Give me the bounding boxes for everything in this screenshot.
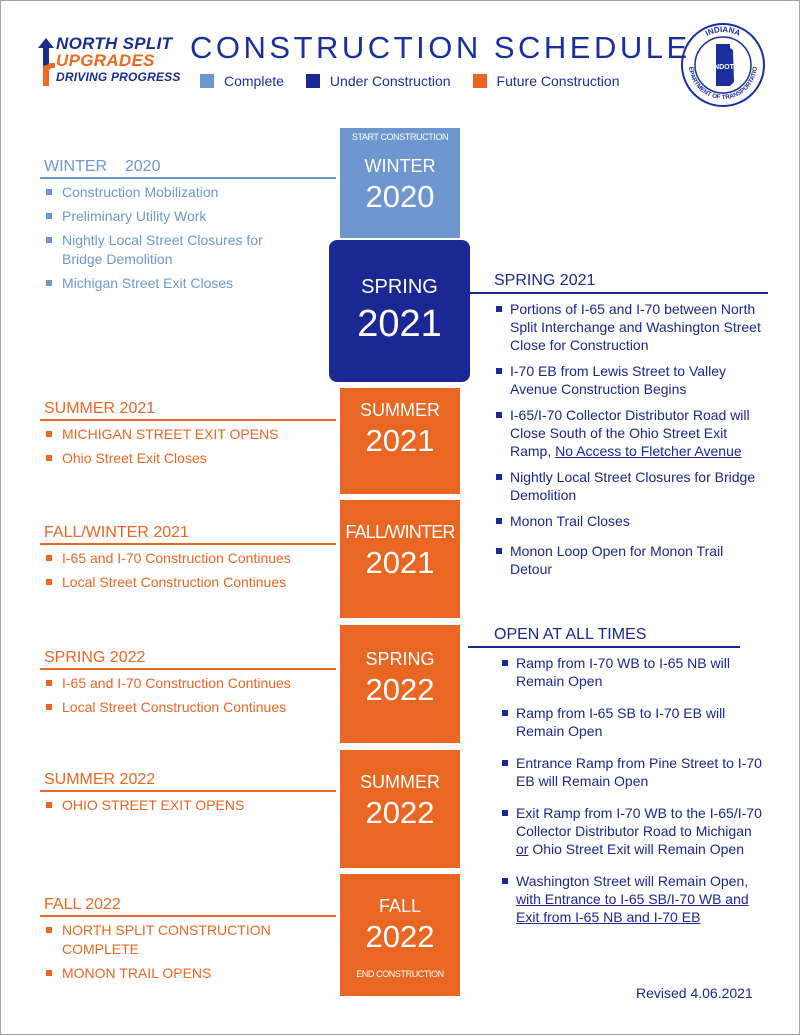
list-item: Michigan Street Exit Closes (44, 274, 340, 293)
list-item: Nightly Local Street Closures for Bridge Demolition (44, 231, 294, 269)
phase-heading: SUMMER 2022 (44, 771, 156, 788)
seal-top-text: INDIANA (703, 24, 742, 38)
phase-list (44, 796, 340, 815)
page-title: CONSTRUCTION SCHEDULE (190, 30, 691, 65)
list-item: Construction Mobilization (44, 183, 340, 202)
block-year: 2022 (365, 795, 435, 830)
timeline-block-spring-2021 (329, 240, 470, 382)
block-season: SUMMER (360, 400, 440, 420)
list-item-underlined-text: Exit from I-65 NB and I-70 EB (516, 909, 701, 925)
list-item-underlined-text: or (516, 841, 529, 857)
logo-line-3: DRIVING PROGRESS (56, 70, 181, 84)
section-rule (468, 292, 768, 294)
list-item: MICHIGAN STREET EXIT OPENS (44, 425, 340, 444)
list-item-text: Ohio Street Exit will Remain Open (528, 841, 744, 857)
block-season: WINTER (364, 156, 436, 176)
legend-label: Complete (224, 73, 284, 89)
timeline-block-fall-2022 (340, 874, 460, 996)
list-item: NORTH SPLIT CONSTRUCTION COMPLETE (44, 921, 284, 959)
phase-winter-2020 (44, 158, 340, 298)
phase-rule (40, 419, 336, 421)
legend-swatch-complete (200, 74, 214, 88)
phase-list (44, 183, 340, 293)
list-item-underlined-text: No Access to Fletcher Avenue (555, 443, 742, 459)
section-rule (468, 646, 740, 648)
legend-item-future-construction (473, 73, 620, 89)
phase-heading: WINTER 2020 (44, 158, 161, 175)
section-list (468, 654, 768, 926)
phase-rule (40, 668, 336, 670)
list-item: Portions of I-65 and I-70 between North Split Interchange and Washington Street Close for Construction (468, 300, 768, 354)
phase-fall-winter-2021 (44, 524, 340, 597)
phase-rule (40, 915, 336, 917)
list-item (468, 406, 768, 460)
legend (200, 73, 642, 89)
block-season: FALL (378, 896, 422, 916)
list-item: Ramp from I-70 WB to I-65 NB will Remain Open (468, 654, 768, 690)
list-item-underlined-text: with Entrance to I-65 SB/I-70 WB and (516, 891, 749, 907)
section-heading: OPEN AT ALL TIMES (494, 626, 647, 643)
list-item: Preliminary Utility Work (44, 207, 340, 226)
seal-center-text: INDOT (712, 64, 734, 71)
legend-label: Under Construction (329, 73, 451, 89)
phase-list (44, 425, 340, 468)
arrow-logo-icon (36, 36, 56, 88)
block-year: 2021 (357, 303, 442, 345)
legend-swatch-under-construction (306, 74, 320, 88)
revised-date: Revised 4.06.2021 (636, 985, 753, 1001)
legend-swatch-future-construction (473, 74, 487, 88)
section-list (468, 300, 768, 578)
phase-rule (40, 543, 336, 545)
seal-bottom-text: EPARTMENT OF TRANSPORTATIO (687, 66, 760, 102)
legend-item-complete (200, 73, 284, 89)
list-item (468, 872, 768, 926)
phase-list (44, 549, 340, 592)
legend-label: Future Construction (496, 73, 620, 89)
phase-spring-2022 (44, 649, 340, 722)
phase-rule (40, 177, 336, 179)
phase-heading: SPRING 2022 (44, 649, 146, 666)
section-heading: SPRING 2021 (494, 272, 596, 289)
block-season: SUMMER (360, 772, 440, 792)
list-item: Ramp from I-65 SB to I-70 EB will Remain Open (468, 704, 768, 740)
spring-2021-section (468, 272, 768, 586)
list-item: Entrance Ramp from Pine Street to I-70 EB will Remain Open (468, 754, 768, 790)
block-season: FALL/WINTER (345, 522, 455, 542)
timeline-block-summer-2022 (340, 750, 460, 868)
block-year: 2021 (365, 545, 435, 580)
phase-heading: FALL/WINTER 2021 (44, 524, 189, 541)
list-item-text: Exit Ramp from I-70 WB to the I-65/I-70 Collector Distributor Road to Michigan (516, 805, 762, 839)
list-item: Local Street Construction Continues (44, 698, 340, 717)
phase-heading: FALL 2022 (44, 896, 121, 913)
timeline-block-fall-winter-2021 (340, 500, 460, 618)
open-at-all-times-section (468, 626, 768, 934)
block-year: 2022 (365, 919, 435, 954)
block-season: SPRING (365, 649, 435, 669)
list-item: Local Street Construction Continues (44, 573, 340, 592)
list-item: Monon Trail Closes (468, 512, 768, 530)
phase-fall-2022 (44, 896, 340, 988)
list-item: Ohio Street Exit Closes (44, 449, 340, 468)
list-item (468, 804, 768, 858)
list-item: MONON TRAIL OPENS (44, 964, 340, 983)
timeline-block-winter-2020 (340, 128, 460, 238)
phase-rule (40, 790, 336, 792)
list-item: I-65 and I-70 Construction Continues (44, 674, 340, 693)
block-year: 2020 (365, 179, 435, 214)
list-item: OHIO STREET EXIT OPENS (44, 796, 340, 815)
indot-seal-logo (680, 22, 766, 108)
phase-list (44, 674, 340, 717)
phase-summer-2021 (44, 400, 340, 473)
list-item: I-70 EB from Lewis Street to Valley Avenue Construction Begins (468, 362, 768, 398)
logo-line-2: UPGRADES (56, 51, 155, 70)
list-item-text: I-65/I-70 Collector Distributor Road will Close South of the Ohio Street Exit Ramp, (510, 407, 750, 459)
list-item: Nightly Local Street Closures for Bridge Demolition (468, 468, 768, 504)
north-split-logo (36, 34, 181, 90)
timeline-block-summer-2021 (340, 388, 460, 494)
logo-line-1: NORTH SPLIT (56, 34, 173, 53)
list-item-text: Washington Street will Remain Open, (516, 873, 749, 889)
end-construction-tag: END CONSTRUCTION (356, 969, 444, 979)
list-item: I-65 and I-70 Construction Continues (44, 549, 340, 568)
start-construction-tag: START CONSTRUCTION (351, 132, 449, 142)
phase-heading: SUMMER 2021 (44, 400, 156, 417)
phase-summer-2022 (44, 771, 340, 820)
legend-item-under-construction (306, 73, 451, 89)
block-season: SPRING (361, 276, 438, 298)
phase-list (44, 921, 340, 983)
block-year: 2022 (365, 672, 435, 707)
timeline-block-spring-2022 (340, 625, 460, 743)
block-year: 2021 (365, 423, 435, 458)
list-item: Monon Loop Open for Monon Trail Detour (468, 542, 768, 578)
